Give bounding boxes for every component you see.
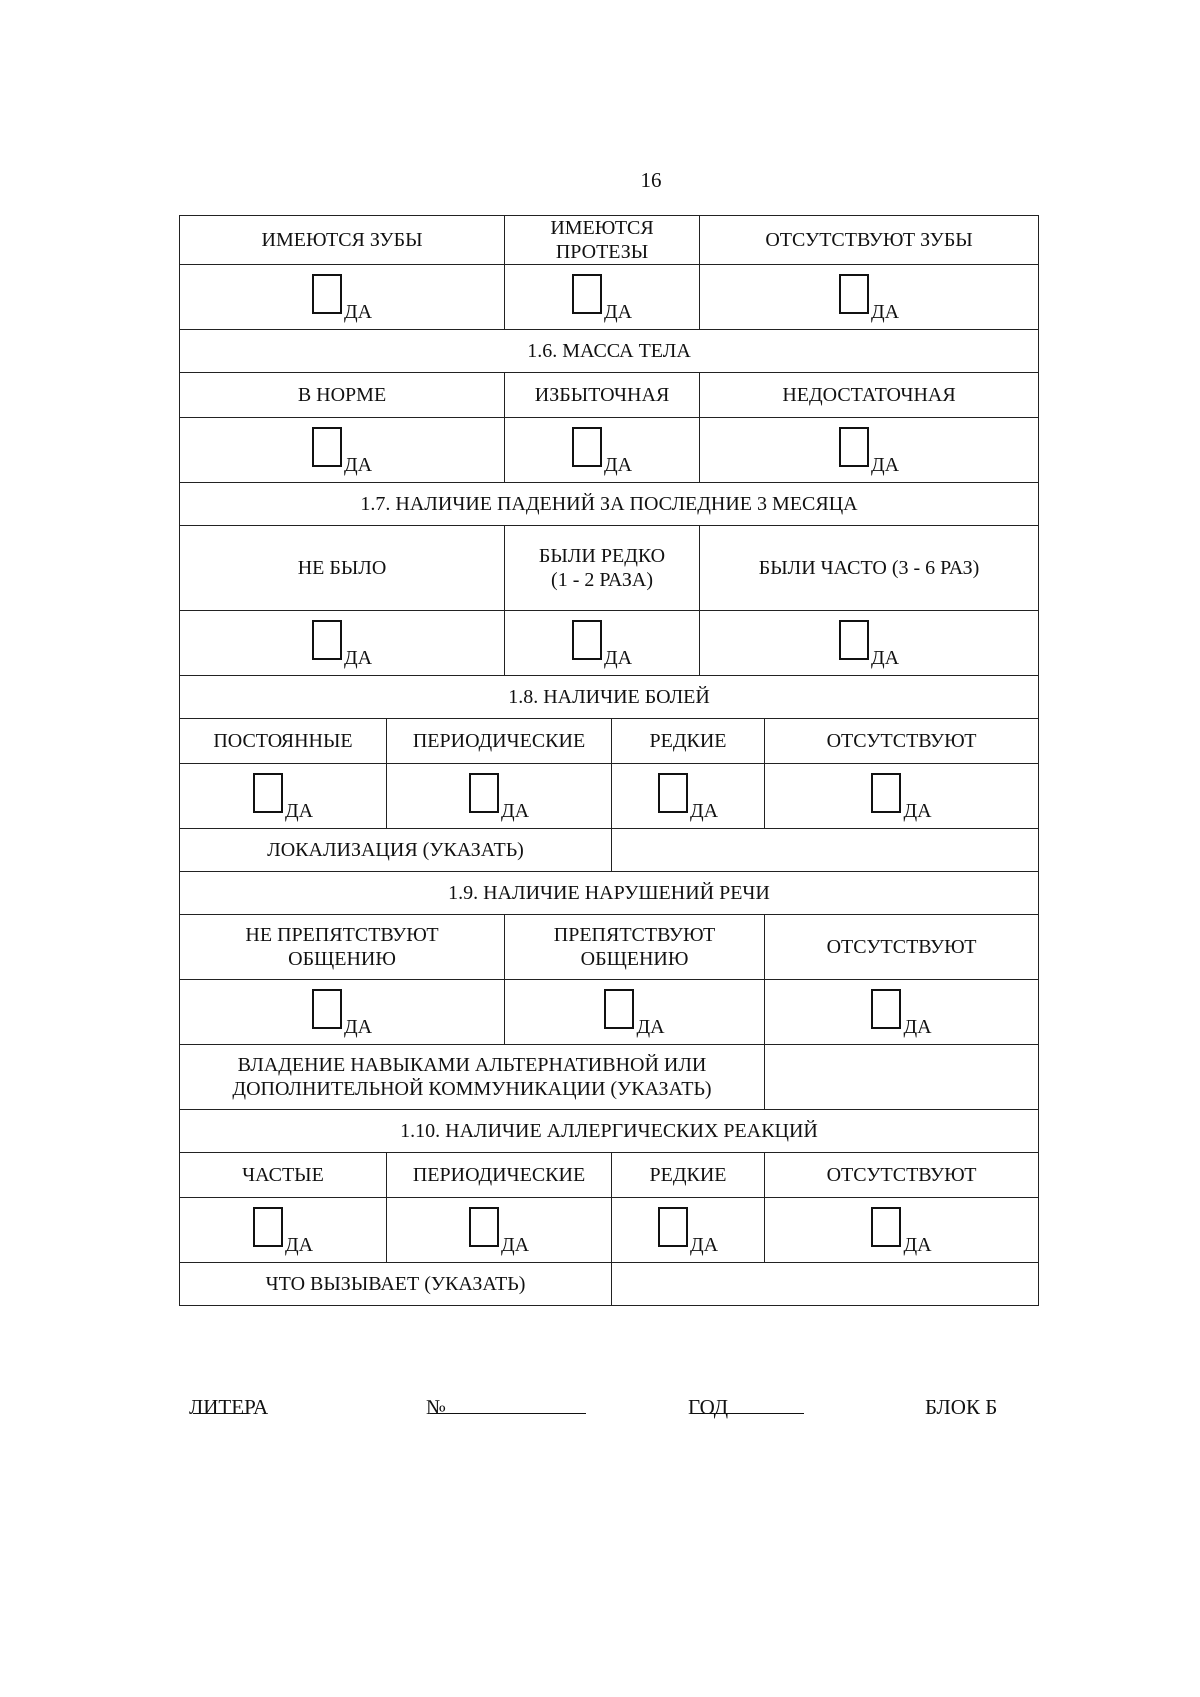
checkbox-box[interactable] — [312, 620, 342, 660]
speech-absent-checkbox[interactable] — [871, 989, 932, 1038]
checkbox-box[interactable] — [839, 274, 869, 314]
pain-periodic-checkbox[interactable] — [469, 773, 530, 822]
checkbox-box[interactable] — [839, 427, 869, 467]
pain-rare-checkbox[interactable] — [658, 773, 719, 822]
checkbox-label: ДА — [903, 800, 932, 822]
body-mass-normal-checkbox[interactable] — [312, 427, 373, 476]
allergy-cause-field[interactable] — [612, 1263, 1039, 1306]
falls-checkbox-cell — [180, 611, 505, 676]
block-label: БЛОК Б — [925, 1395, 998, 1419]
checkbox-box[interactable] — [839, 620, 869, 660]
checkbox-box[interactable] — [572, 427, 602, 467]
checkbox-label: ДА — [343, 1016, 373, 1038]
allergy-absent-checkbox[interactable] — [871, 1207, 932, 1256]
teeth-option-label: ИМЕЮТСЯ ЗУБЫ — [180, 216, 505, 265]
pain-option-label: ПОСТОЯННЫЕ — [180, 719, 387, 764]
litera-label: ЛИТЕРА — [189, 1395, 269, 1419]
dentures-checkbox[interactable] — [572, 274, 633, 323]
falls-option-label — [505, 526, 700, 611]
allergy-option-label: ПЕРИОДИЧЕСКИЕ — [387, 1153, 612, 1198]
checkbox-label: ДА — [500, 800, 530, 822]
speech-option-line: ПРЕПЯТСТВУЮТ — [553, 924, 716, 946]
pain-option-label: РЕДКИЕ — [612, 719, 765, 764]
pain-checkbox-cell — [765, 764, 1039, 829]
checkbox-label: ДА — [603, 301, 633, 323]
speech-option-label — [180, 915, 505, 980]
falls-option-label: БЫЛИ ЧАСТО (3 - 6 РАЗ) — [700, 526, 1039, 611]
pain-checkbox-cell — [180, 764, 387, 829]
body-mass-option-label: НЕДОСТАТОЧНАЯ — [700, 373, 1039, 418]
pain-localization-label: ЛОКАЛИЗАЦИЯ (УКАЗАТЬ) — [180, 829, 612, 872]
teeth-option-label: ИМЕЮТСЯ ПРОТЕЗЫ — [505, 216, 700, 265]
allergy-frequent-checkbox[interactable] — [253, 1207, 314, 1256]
body-mass-checkbox-cell — [180, 418, 505, 483]
allergy-checkbox-cell — [387, 1198, 612, 1263]
pain-checkbox-cell — [387, 764, 612, 829]
falls-option-line: (1 - 2 РАЗА) — [551, 569, 653, 591]
checkbox-label: ДА — [284, 1234, 314, 1256]
checkbox-label: ДА — [343, 647, 373, 669]
falls-option-label: НЕ БЫЛО — [180, 526, 505, 611]
pain-option-label: ПЕРИОДИЧЕСКИЕ — [387, 719, 612, 764]
allergy-option-label: ОТСУТСТВУЮТ — [765, 1153, 1039, 1198]
communication-skills-line: ВЛАДЕНИЕ НАВЫКАМИ АЛЬТЕРНАТИВНОЙ ИЛИ — [237, 1054, 707, 1076]
body-mass-insufficient-checkbox[interactable] — [839, 427, 900, 476]
checkbox-box[interactable] — [312, 427, 342, 467]
checkbox-label: ДА — [870, 647, 900, 669]
checkbox-box[interactable] — [253, 773, 283, 813]
falls-checkbox-cell — [505, 611, 700, 676]
checkbox-label: ДА — [689, 800, 719, 822]
checkbox-label: ДА — [343, 454, 373, 476]
number-field[interactable] — [430, 1395, 586, 1414]
checkbox-box[interactable] — [312, 274, 342, 314]
speech-option-label — [505, 915, 765, 980]
checkbox-box[interactable] — [572, 620, 602, 660]
allergy-cause-label: ЧТО ВЫЗЫВАЕТ (УКАЗАТЬ) — [180, 1263, 612, 1306]
allergy-option-label: РЕДКИЕ — [612, 1153, 765, 1198]
checkbox-box[interactable] — [469, 1207, 499, 1247]
allergy-periodic-checkbox[interactable] — [469, 1207, 530, 1256]
checkbox-label: ДА — [636, 1016, 665, 1038]
falls-none-checkbox[interactable] — [312, 620, 373, 669]
speech-option-label: ОТСУТСТВУЮТ — [765, 915, 1039, 980]
allergy-checkbox-cell — [612, 1198, 765, 1263]
allergy-option-label: ЧАСТЫЕ — [180, 1153, 387, 1198]
checkbox-box[interactable] — [312, 989, 342, 1029]
speech-checkbox-cell — [505, 980, 765, 1045]
speech-option-line: ОБЩЕНИЮ — [288, 948, 396, 970]
checkbox-label: ДА — [343, 301, 373, 323]
teeth-absent-checkbox[interactable] — [839, 274, 900, 323]
section-title-body-mass: 1.6. МАССА ТЕЛА — [180, 330, 1039, 373]
pain-absent-checkbox[interactable] — [871, 773, 932, 822]
checkbox-label: ДА — [903, 1234, 932, 1256]
form-table — [179, 215, 1039, 1306]
pain-constant-checkbox[interactable] — [253, 773, 314, 822]
teeth-checkbox-cell — [180, 265, 505, 330]
year-label: ГОД — [688, 1395, 729, 1419]
body-mass-checkbox-cell — [505, 418, 700, 483]
checkbox-label: ДА — [870, 454, 900, 476]
section-title-falls: 1.7. НАЛИЧИЕ ПАДЕНИЙ ЗА ПОСЛЕДНИЕ 3 МЕСЯЦА — [180, 483, 1039, 526]
checkbox-box[interactable] — [604, 989, 634, 1029]
checkbox-label: ДА — [284, 800, 314, 822]
checkbox-box[interactable] — [658, 1207, 688, 1247]
speech-option-line: НЕ ПРЕПЯТСТВУЮТ — [245, 924, 439, 946]
section-title-pain: 1.8. НАЛИЧИЕ БОЛЕЙ — [180, 676, 1039, 719]
checkbox-label: ДА — [689, 1234, 719, 1256]
checkbox-label: ДА — [903, 1016, 932, 1038]
checkbox-box[interactable] — [871, 989, 901, 1029]
assessment-form — [179, 215, 1038, 1306]
checkbox-label: ДА — [500, 1234, 530, 1256]
checkbox-box[interactable] — [871, 1207, 901, 1247]
teeth-present-checkbox[interactable] — [312, 274, 373, 323]
teeth-checkbox-cell — [700, 265, 1039, 330]
page-number: 16 — [640, 168, 662, 192]
speech-checkbox-cell — [765, 980, 1039, 1045]
checkbox-label: ДА — [870, 301, 900, 323]
communication-skills-field[interactable] — [765, 1045, 1039, 1110]
checkbox-box[interactable] — [658, 773, 688, 813]
speech-checkbox-cell — [180, 980, 505, 1045]
allergy-checkbox-cell — [765, 1198, 1039, 1263]
document-footer — [0, 1395, 1200, 1425]
checkbox-box[interactable] — [469, 773, 499, 813]
communication-skills-line: ДОПОЛНИТЕЛЬНОЙ КОММУНИКАЦИИ (УКАЗАТЬ) — [232, 1078, 712, 1100]
speech-hindering-checkbox[interactable] — [604, 989, 665, 1038]
pain-option-label: ОТСУТСТВУЮТ — [765, 719, 1039, 764]
body-mass-option-label: В НОРМЕ — [180, 373, 505, 418]
pain-checkbox-cell — [612, 764, 765, 829]
allergy-checkbox-cell — [180, 1198, 387, 1263]
falls-option-line: БЫЛИ РЕДКО — [538, 545, 666, 567]
speech-not-hindering-checkbox[interactable] — [312, 989, 373, 1038]
litera-field[interactable] — [193, 1395, 248, 1414]
body-mass-excess-checkbox[interactable] — [572, 427, 633, 476]
pain-localization-field[interactable] — [612, 829, 1039, 872]
allergy-rare-checkbox[interactable] — [658, 1207, 719, 1256]
section-title-allergy: 1.10. НАЛИЧИЕ АЛЛЕРГИЧЕСКИХ РЕАКЦИЙ — [180, 1110, 1039, 1153]
teeth-checkbox-cell — [505, 265, 700, 330]
body-mass-option-label: ИЗБЫТОЧНАЯ — [505, 373, 700, 418]
checkbox-box[interactable] — [253, 1207, 283, 1247]
teeth-option-label: ОТСУТСТВУЮТ ЗУБЫ — [700, 216, 1039, 265]
section-title-speech: 1.9. НАЛИЧИЕ НАРУШЕНИЙ РЕЧИ — [180, 872, 1039, 915]
falls-checkbox-cell — [700, 611, 1039, 676]
falls-rare-checkbox[interactable] — [572, 620, 633, 669]
number-label: № — [426, 1395, 447, 1419]
falls-frequent-checkbox[interactable] — [839, 620, 900, 669]
year-field[interactable] — [692, 1395, 804, 1414]
checkbox-box[interactable] — [871, 773, 901, 813]
communication-skills-label — [180, 1045, 765, 1110]
body-mass-checkbox-cell — [700, 418, 1039, 483]
checkbox-box[interactable] — [572, 274, 602, 314]
checkbox-label: ДА — [603, 647, 633, 669]
checkbox-label: ДА — [603, 454, 633, 476]
speech-option-line: ОБЩЕНИЮ — [580, 948, 689, 970]
